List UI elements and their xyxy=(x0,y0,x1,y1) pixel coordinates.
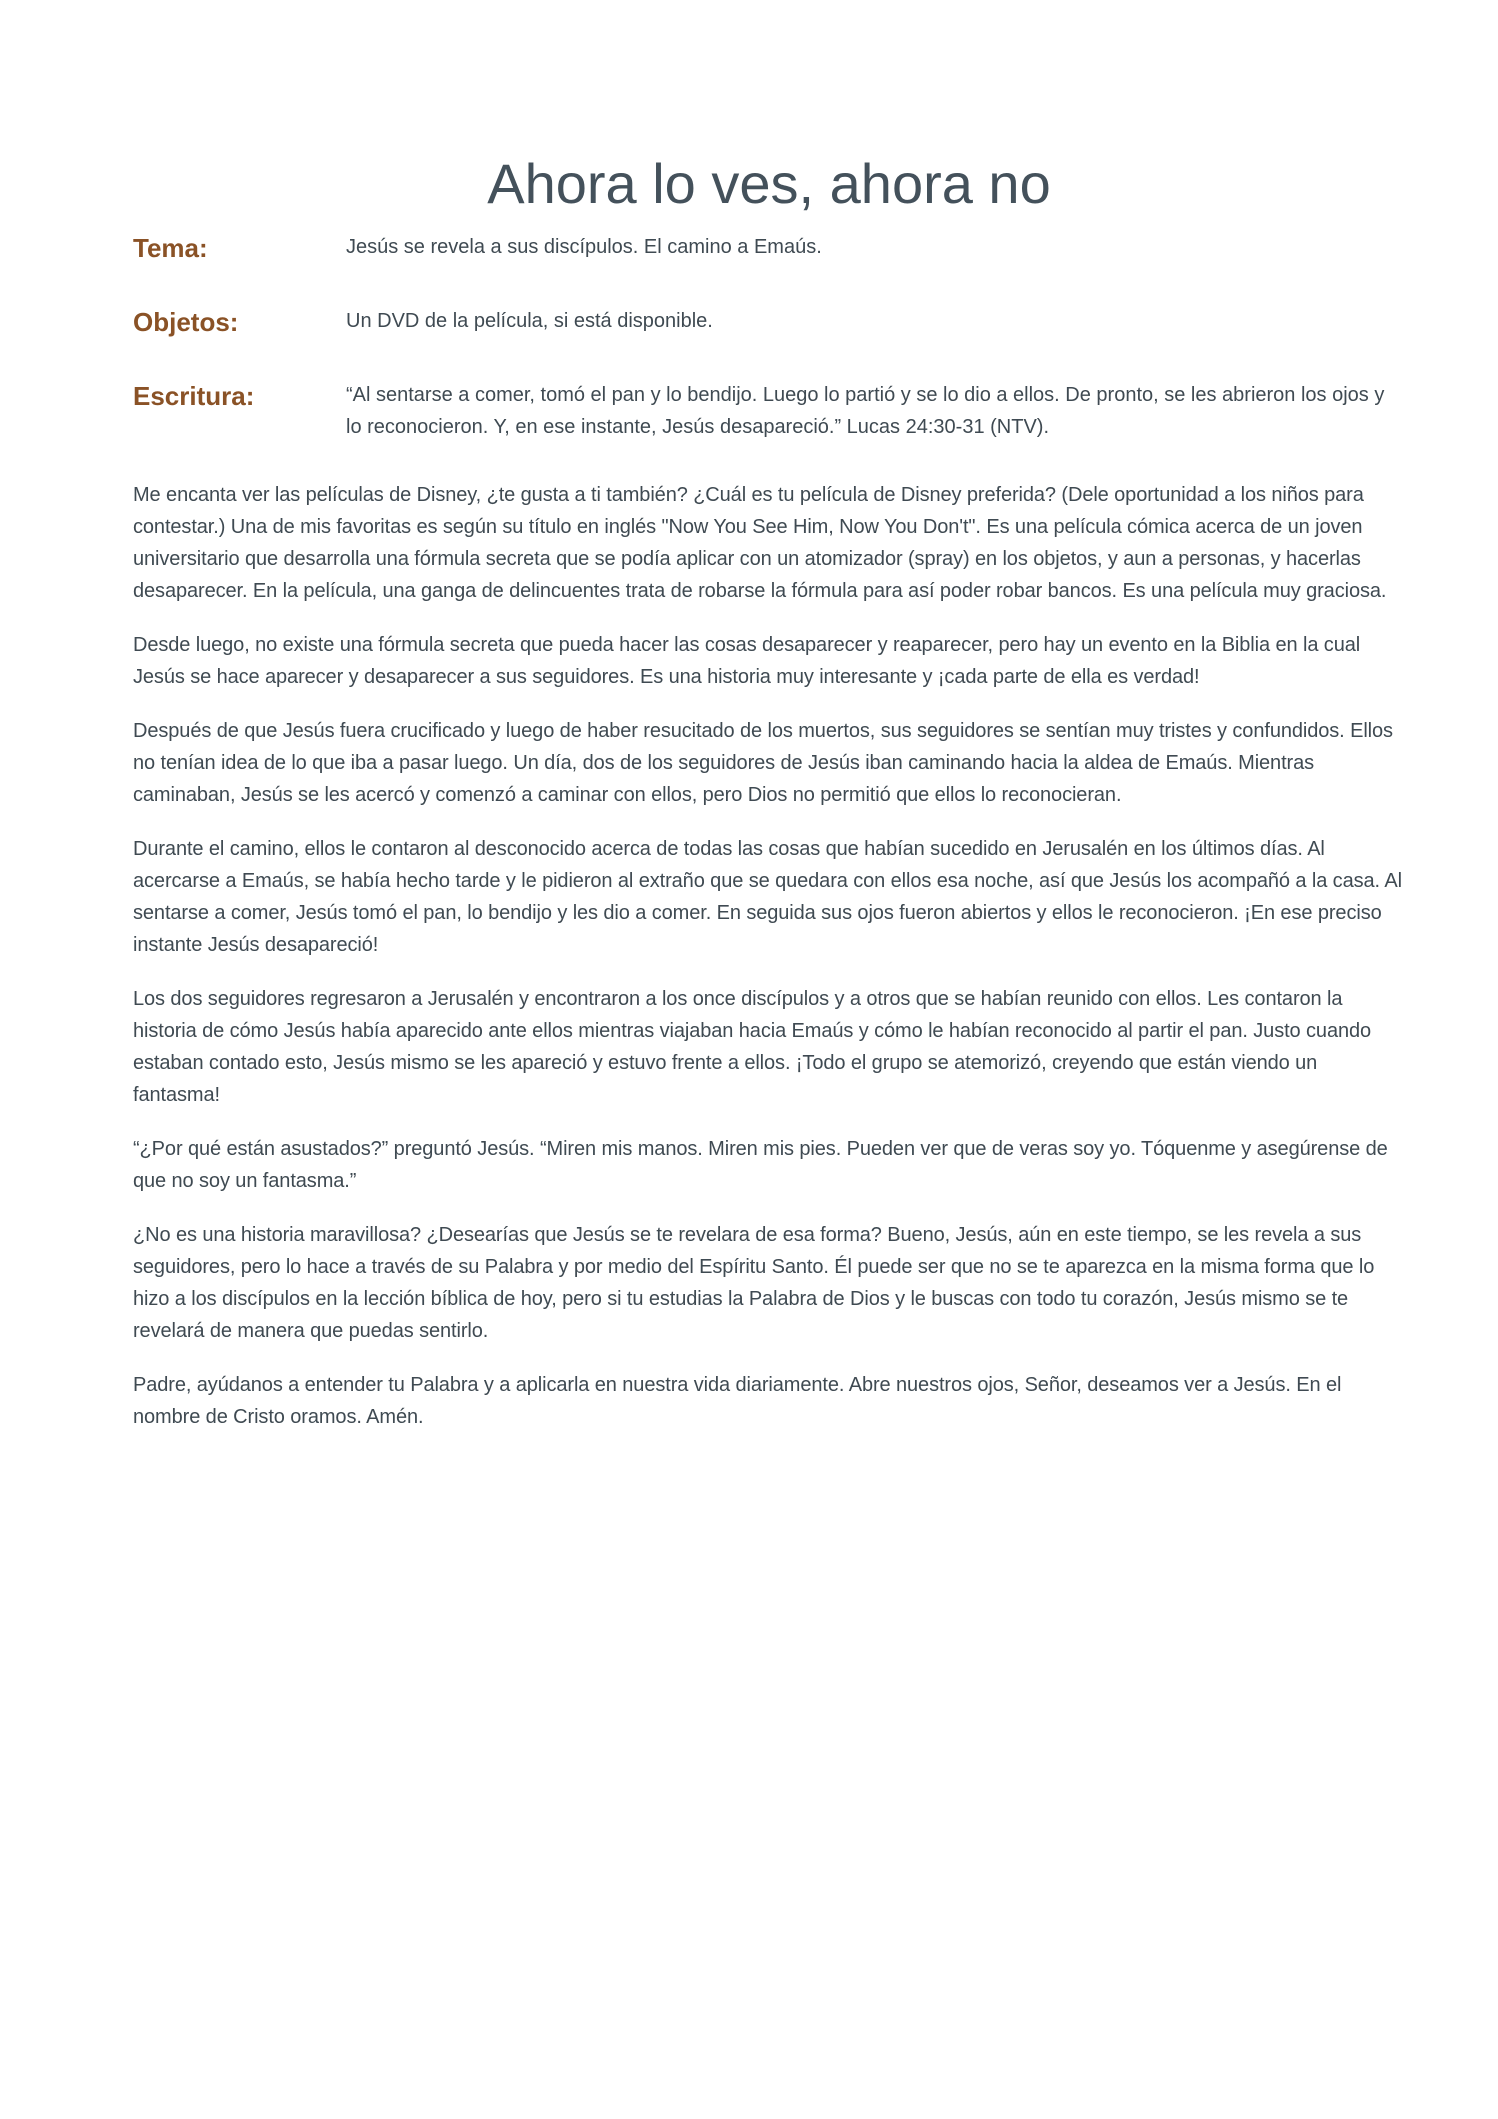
document-page xyxy=(133,150,1405,1455)
meta-label-tema: Tema: xyxy=(133,233,208,264)
meta-row-tema xyxy=(133,231,1405,265)
paragraph-prayer: Padre, ayúdanos a entender tu Palabra y a aplicarla en nuestra vida diariamente. Abre nuestros ojos, Señor, deseamos ver a Jesús. En el nombre de Cristo oramos. Amén. xyxy=(133,1374,1342,1429)
paragraph-breaking-bread: Durante el camino, ellos le contaron al desconocido acerca de todas las cosas que habían sucedido en Jerusalén en los últimos días. Al acercarse a Emaús, se había hecho tarde y le pidieron al extraño que se quedara con ellos esa noche, así que Jesús los acompañó a la casa. Al sentarse a comer, Jesús tomó el pan, lo bendijo y les dio a comer. En seguida sus ojos fueron abiertos y ellos le reconocieron. ¡En ese preciso instante Jesús desapareció! xyxy=(133,838,1402,957)
meta-value-escritura: “Al sentarse a comer, tomó el pan y lo bendijo. Luego lo partió y se lo dio a ellos. De pronto, se les abrieron los ojos y lo reconocieron. Y, en ese instante, Jesús desapareció.” Lucas 24:30-31 (NTV). xyxy=(346,384,1385,439)
meta-value-objetos: Un DVD de la película, si está disponible. xyxy=(346,310,713,333)
paragraph-formula: Desde luego, no existe una fórmula secreta que pueda hacer las cosas desaparecer y reaparecer, pero hay un evento en la Biblia en la cual Jesús se hace aparecer y desaparecer a sus seguidores. Es una historia muy interesante y ¡cada parte de ella es verdad! xyxy=(133,634,1361,689)
meta-label-objetos: Objetos: xyxy=(133,307,239,338)
paragraph-return-jerusalem: Los dos seguidores regresaron a Jerusalén y encontraron a los once discípulos y a otros que se habían reunido con ellos. Les contaron la historia de cómo Jesús había aparecido ante ellos mientras viajaban hacia Emaús y cómo le habían reconocido al partir el pan. Justo cuando estaban contado esto, Jesús mismo se les apareció y estuvo frente a ellos. ¡Todo el grupo se atemorizó, creyendo que están viendo un fantasma! xyxy=(133,988,1372,1107)
paragraph-jesus-quote: “¿Por qué están asustados?” preguntó Jesús. “Miren mis manos. Miren mis pies. Pueden ver que de veras soy yo. Tóquenme y asegúrense de que no soy un fantasma.” xyxy=(133,1138,1388,1193)
meta-row-escritura xyxy=(133,379,1405,443)
paragraph-intro: Me encanta ver las películas de Disney, ¿te gusta a ti también? ¿Cuál es tu película de Disney preferida? (Dele oportunidad a los niños para contestar.) Una de mis favoritas es según su título en inglés "Now You See Him, Now You Don't". Es una película cómica acerca de un joven universitario que desarrolla una fórmula secreta que se podía aplicar con un atomizador (spray) en los objetos, y aun a personas, y hacerlas desaparecer. En la película, una ganga de delincuentes trata de robarse la fórmula para así poder robar bancos. Es una película muy graciosa. xyxy=(133,484,1387,603)
meta-row-objetos xyxy=(133,305,1405,339)
meta-value-tema: Jesús se revela a sus discípulos. El camino a Emaús. xyxy=(346,236,822,259)
meta-label-escritura: Escritura: xyxy=(133,381,255,412)
paragraph-emaus-road: Después de que Jesús fuera crucificado y luego de haber resucitado de los muertos, sus seguidores se sentían muy tristes y confundidos. Ellos no tenían idea de lo que iba a pasar luego. Un día, dos de los seguidores de Jesús iban caminando hacia la aldea de Emaús. Mientras caminaban, Jesús se les acercó y comenzó a caminar con ellos, pero Dios no permitió que ellos lo reconocieran. xyxy=(133,720,1393,807)
body-text xyxy=(133,479,1405,1433)
page-title: Ahora lo ves, ahora no xyxy=(487,152,1051,215)
paragraph-application: ¿No es una historia maravillosa? ¿Desearías que Jesús se te revelara de esa forma? Bueno, Jesús, aún en este tiempo, se les revela a sus seguidores, pero lo hace a través de su Palabra y por medio del Espíritu Santo. Él puede ser que no se te aparezca en la misma forma que lo hizo a los discípulos en la lección bíblica de hoy, pero si tu estudias la Palabra de Dios y le buscas con todo tu corazón, Jesús mismo se te revelará de manera que puedas sentirlo. xyxy=(133,1224,1375,1343)
